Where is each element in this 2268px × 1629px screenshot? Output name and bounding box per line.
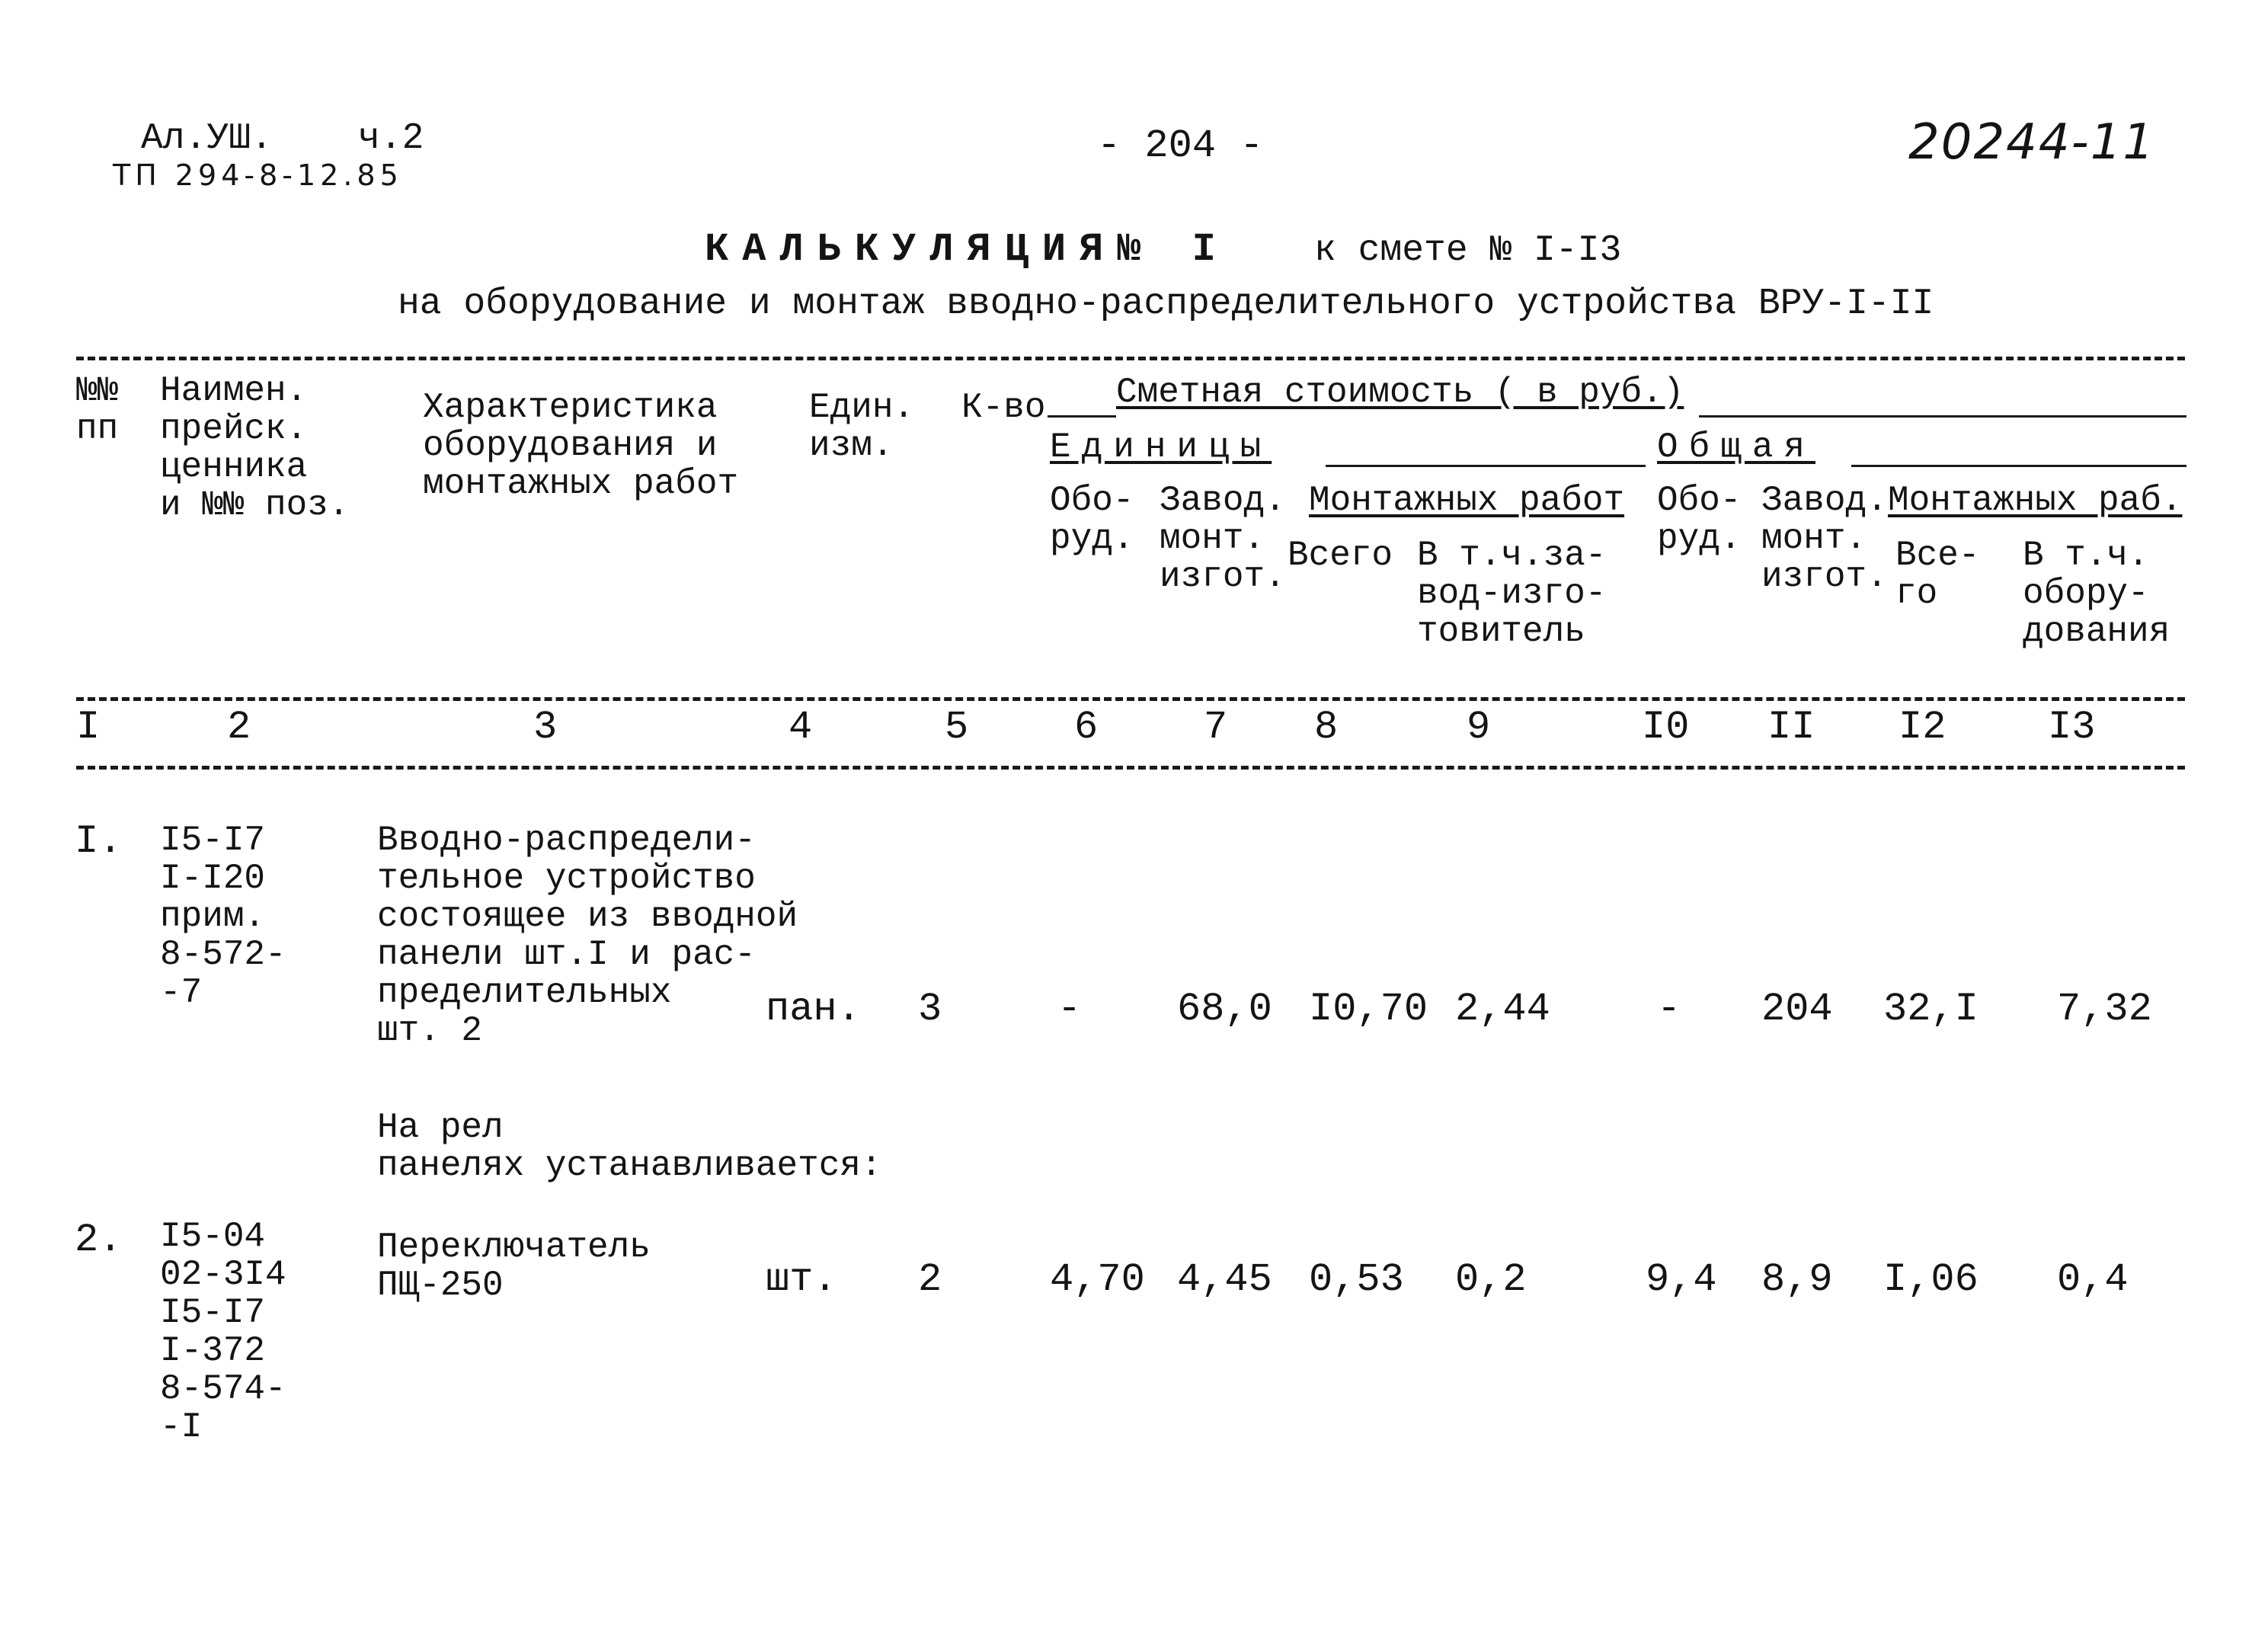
- column-numbers-bottom-rule: [76, 766, 2185, 770]
- row-mounting-total-unit: I0,70: [1309, 987, 1428, 1032]
- row-unit: шт.: [766, 1257, 837, 1302]
- row-mounting-total: I,06: [1883, 1257, 1979, 1302]
- row-mounting-total: 32,I: [1883, 987, 1979, 1032]
- document-subtitle: на оборудование и монтаж вводно-распределительного устройства ВРУ-I-II: [398, 283, 1934, 325]
- row-mounting-factory-unit: 2,44: [1455, 987, 1550, 1032]
- col-head-quantity: К-во: [961, 388, 1046, 427]
- row-number: I.: [75, 819, 123, 864]
- col-head-mounting-total-unit: Всего: [1288, 536, 1393, 575]
- row-mounting-total-unit: 0,53: [1309, 1257, 1404, 1302]
- cost-group-trailer: [1699, 415, 2186, 418]
- col-head-mounting-factory-unit: В т.ч.за- вод-изго- товитель: [1417, 536, 1607, 651]
- col-head-equipment-total: Обо- руд.: [1657, 481, 1742, 558]
- row-unit: пан.: [766, 987, 861, 1032]
- col-head-unit: Един. изм.: [809, 388, 915, 466]
- row-description: Вводно-распредели- тельное устройство состоящее из вводной панели шт.I и рас- пределительных шт. 2: [377, 821, 798, 1051]
- document-title: КАЛЬКУЛЯЦИЯ№ I: [705, 227, 1230, 272]
- row-factory-unit: 68,0: [1177, 987, 1272, 1032]
- column-number: 2: [227, 705, 251, 750]
- column-number: 8: [1314, 705, 1339, 750]
- col-head-mounting-total: Все- го: [1895, 536, 1980, 613]
- col-head-code: Наимен. прейск. ценника и №№ поз.: [160, 371, 350, 525]
- row-price-code: I5-04 02-3I4 I5-I7 I-372 8-574- -I: [160, 1217, 286, 1447]
- row-number: 2.: [75, 1218, 123, 1263]
- row-quantity: 3: [918, 987, 942, 1032]
- column-number: 4: [789, 705, 813, 750]
- row-price-code: I5-I7 I-I20 прим. 8-572- -7: [160, 821, 286, 1013]
- row-mounting-equipment-total: 0,4: [2057, 1257, 2129, 1302]
- cost-group-leader: [1048, 415, 1116, 418]
- row-mounting-factory-unit: 0,2: [1455, 1257, 1527, 1302]
- column-number: I0: [1642, 705, 1690, 750]
- row-note: На рел панелях устанавливается:: [377, 1108, 882, 1186]
- column-number: I3: [2048, 705, 2096, 750]
- col-group-mounting-total: Монтажных раб.: [1888, 481, 2183, 520]
- row-factory-total: 8,9: [1761, 1257, 1833, 1302]
- row-equipment-total: -: [1657, 987, 1681, 1032]
- project-code: ТП 294-8-12.85: [113, 158, 403, 192]
- table-top-rule: [76, 357, 2185, 360]
- col-group-estimated-cost: Сметная стоимость ( в руб.): [1116, 373, 1684, 412]
- row-equipment-total: 9,4: [1646, 1257, 1717, 1302]
- column-number: II: [1767, 705, 1815, 750]
- row-factory-unit: 4,45: [1177, 1257, 1272, 1302]
- column-number: 3: [533, 705, 558, 750]
- col-head-mounting-equipment-total: В т.ч. обору- дования: [2023, 536, 2170, 651]
- col-head-factory-unit: Завод. монт. изгот.: [1160, 481, 1286, 597]
- column-number: I: [76, 705, 101, 750]
- row-equipment-unit: 4,70: [1050, 1257, 1145, 1302]
- row-equipment-unit: -: [1057, 987, 1082, 1032]
- row-description: Переключатель ПЩ-250: [377, 1227, 651, 1305]
- column-number: 9: [1467, 705, 1491, 750]
- column-number: 5: [945, 705, 969, 750]
- col-group-mounting-unit: Монтажных работ: [1309, 481, 1625, 520]
- col-head-equipment-unit: Обо- руд.: [1050, 481, 1134, 558]
- col-group-total: Общая: [1657, 427, 1816, 467]
- col-head-number: №№ пп: [76, 371, 119, 449]
- row-factory-total: 204: [1761, 987, 1833, 1032]
- row-quantity: 2: [918, 1257, 942, 1302]
- column-number: I2: [1899, 705, 1947, 750]
- col-head-factory-total: Завод. монт. изгот.: [1761, 481, 1888, 597]
- unit-group-trailer: [1326, 465, 1646, 467]
- document-number: 20244-11: [1908, 114, 2156, 171]
- album-label: Ал.УШ.: [141, 118, 273, 159]
- page-number: - 204 -: [1097, 123, 1264, 168]
- column-number: 6: [1074, 705, 1099, 750]
- document-title-tail: к смете № I-I3: [1314, 230, 1622, 271]
- row-mounting-equipment-total: 7,32: [2057, 987, 2152, 1032]
- col-head-description: Характеристика оборудования и монтажных работ: [423, 388, 739, 504]
- column-number: 7: [1204, 705, 1228, 750]
- column-numbers-top-rule: [76, 697, 2185, 701]
- total-group-trailer: [1851, 465, 2186, 467]
- col-group-unit: Единицы: [1050, 427, 1272, 467]
- part-label: ч.2: [358, 118, 424, 159]
